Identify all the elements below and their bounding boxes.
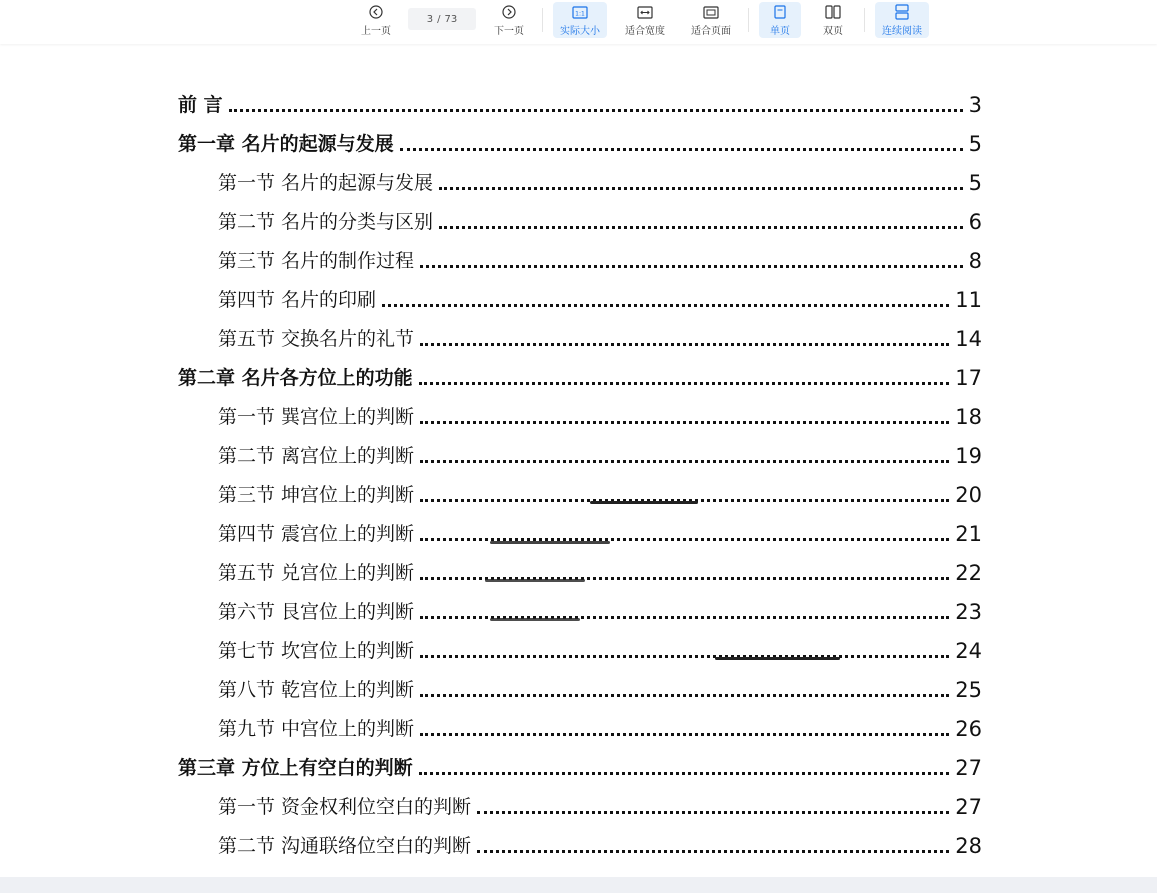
- toc-entry-title: 第七节 坎宫位上的判断: [218, 640, 415, 662]
- toc-leader-dots: [420, 693, 949, 697]
- toc-entry-page-number: 11: [955, 288, 982, 312]
- toc-entry-page-number: 22: [955, 561, 982, 585]
- prev-page-label: 上一页: [361, 26, 391, 37]
- toc-entry-title: 第五节 交换名片的礼节: [218, 328, 415, 350]
- toc-entry-title: 第八节 乾宫位上的判断: [218, 679, 415, 701]
- toc-entry-title: 第九节 中宫位上的判断: [218, 718, 415, 740]
- toc-leader-dots: [420, 459, 949, 463]
- toc-entry-title: 第二章 名片各方位上的功能: [178, 367, 413, 389]
- double-page-label: 双页: [823, 26, 843, 37]
- continuous-reading-label: 连续阅读: [882, 26, 922, 37]
- page-separator: /: [437, 13, 441, 25]
- toc-entry-title: 第一节 名片的起源与发展: [218, 172, 434, 194]
- bottom-status-strip: [0, 877, 1157, 893]
- toc-chapter-entry[interactable]: [178, 129, 982, 156]
- actual-size-label: 实际大小: [560, 26, 600, 37]
- toc-leader-dots: [477, 810, 949, 814]
- toc-entry-page-number: 19: [955, 444, 982, 468]
- toc-entry-page-number: 21: [955, 522, 982, 546]
- toc-section-entry[interactable]: [218, 285, 982, 312]
- toc-section-entry[interactable]: [218, 402, 982, 429]
- actual-size-button[interactable]: [553, 2, 607, 38]
- toc-entry-page-number: 6: [968, 210, 982, 234]
- toc-entry-page-number: 26: [955, 717, 982, 741]
- toc-section-entry[interactable]: [218, 597, 982, 624]
- double-page-icon: [825, 4, 841, 20]
- fit-page-label: 适合页面: [691, 26, 731, 37]
- toc-entry-page-number: 5: [968, 171, 982, 195]
- scan-smudge: [490, 618, 580, 621]
- single-page-icon: [774, 4, 786, 20]
- toc-entry-page-number: 14: [955, 327, 982, 351]
- toc-leader-dots: [420, 420, 949, 424]
- document-page: [0, 44, 1157, 877]
- toc-leader-dots: [439, 225, 963, 229]
- toc-entry-page-number: 27: [955, 795, 982, 819]
- toc-section-entry[interactable]: [218, 246, 982, 273]
- toc-entry-title: 第一章 名片的起源与发展: [178, 133, 394, 155]
- toc-entry-title: 第四节 名片的印刷: [218, 289, 377, 311]
- fit-width-icon: [637, 4, 653, 20]
- toolbar-divider: [542, 8, 543, 32]
- toc-leader-dots: [477, 849, 949, 853]
- toc-section-entry[interactable]: [218, 558, 982, 585]
- toc-section-entry[interactable]: [218, 675, 982, 702]
- toc-entry-title: 第二节 名片的分类与区别: [218, 211, 434, 233]
- actual-size-icon: [572, 4, 588, 20]
- scan-smudge: [715, 657, 840, 660]
- toc-entry-page-number: 18: [955, 405, 982, 429]
- toc-entry-page-number: 20: [955, 483, 982, 507]
- toc-chapter-entry[interactable]: [178, 363, 982, 390]
- toc-entry-page-number: 17: [955, 366, 982, 390]
- page-total: 73: [444, 13, 458, 25]
- toc-entry-page-number: 25: [955, 678, 982, 702]
- toc-entry-title: 第四节 震宫位上的判断: [218, 523, 415, 545]
- toc-leader-dots: [400, 147, 963, 151]
- viewer-toolbar: [0, 0, 1157, 44]
- fit-width-label: 适合宽度: [625, 26, 665, 37]
- toc-leader-dots: [229, 108, 963, 112]
- toc-entry-page-number: 27: [955, 756, 982, 780]
- toc-chapter-entry[interactable]: [178, 753, 982, 780]
- prev-page-button[interactable]: [356, 2, 396, 38]
- toc-section-entry[interactable]: [218, 168, 982, 195]
- toc-entry-page-number: 23: [955, 600, 982, 624]
- toc-section-entry[interactable]: [218, 324, 982, 351]
- toolbar-divider: [864, 8, 865, 32]
- toc-section-entry[interactable]: [218, 714, 982, 741]
- toc-entry-title: 第三节 坤宫位上的判断: [218, 484, 415, 506]
- toc-section-entry[interactable]: [218, 831, 982, 858]
- toc-entry-title: 第二节 沟通联络位空白的判断: [218, 835, 472, 857]
- fit-page-button[interactable]: [684, 2, 738, 38]
- continuous-reading-button[interactable]: [875, 2, 929, 38]
- single-page-label: 单页: [770, 26, 790, 37]
- toc-leader-dots: [419, 771, 950, 775]
- continuous-scroll-icon: [895, 4, 909, 20]
- toc-entry-page-number: 5: [968, 132, 982, 156]
- toc-entry-title: 第一节 巽宫位上的判断: [218, 406, 415, 428]
- scan-smudge: [590, 501, 698, 504]
- toc-entry-title: 第五节 兑宫位上的判断: [218, 562, 415, 584]
- toc-entry-title: 前 言: [178, 94, 223, 116]
- toc-chapter-entry[interactable]: [178, 90, 982, 117]
- toc-entry-page-number: 28: [955, 834, 982, 858]
- scan-smudge: [490, 541, 610, 544]
- toc-entry-title: 第三章 方位上有空白的判断: [178, 757, 413, 779]
- toc-leader-dots: [439, 186, 963, 190]
- toc-leader-dots: [420, 732, 949, 736]
- page-current: 3: [426, 13, 434, 25]
- toc-section-entry[interactable]: [218, 207, 982, 234]
- toc-section-entry[interactable]: [218, 636, 982, 663]
- single-page-button[interactable]: [759, 2, 801, 38]
- toc-leader-dots: [382, 303, 949, 307]
- chevron-left-circle-icon: [369, 4, 383, 20]
- toc-leader-dots: [420, 654, 949, 658]
- svg-text:1:1: 1:1: [575, 10, 585, 17]
- toc-entry-page-number: 8: [968, 249, 982, 273]
- scan-smudge: [485, 579, 585, 582]
- toc-entry-title: 第六节 艮宫位上的判断: [218, 601, 415, 623]
- toc-section-entry[interactable]: [218, 792, 982, 819]
- toc-entry-page-number: 24: [955, 639, 982, 663]
- toc-entry-title: 第三节 名片的制作过程: [218, 250, 415, 272]
- page-indicator[interactable]: [408, 8, 476, 30]
- toc-entry-title: 第二节 离宫位上的判断: [218, 445, 415, 467]
- next-page-button[interactable]: [489, 2, 529, 38]
- fit-page-icon: [703, 4, 719, 20]
- next-page-label: 下一页: [494, 26, 524, 37]
- toc-entry-page-number: 3: [968, 93, 982, 117]
- toolbar-divider: [748, 8, 749, 32]
- double-page-button[interactable]: [812, 2, 854, 38]
- toc-entry-title: 第一节 资金权利位空白的判断: [218, 796, 472, 818]
- toc-section-entry[interactable]: [218, 441, 982, 468]
- toc-leader-dots: [420, 342, 949, 346]
- toc-leader-dots: [420, 264, 963, 268]
- chevron-right-circle-icon: [502, 4, 516, 20]
- fit-width-button[interactable]: [618, 2, 672, 38]
- toc-leader-dots: [419, 381, 950, 385]
